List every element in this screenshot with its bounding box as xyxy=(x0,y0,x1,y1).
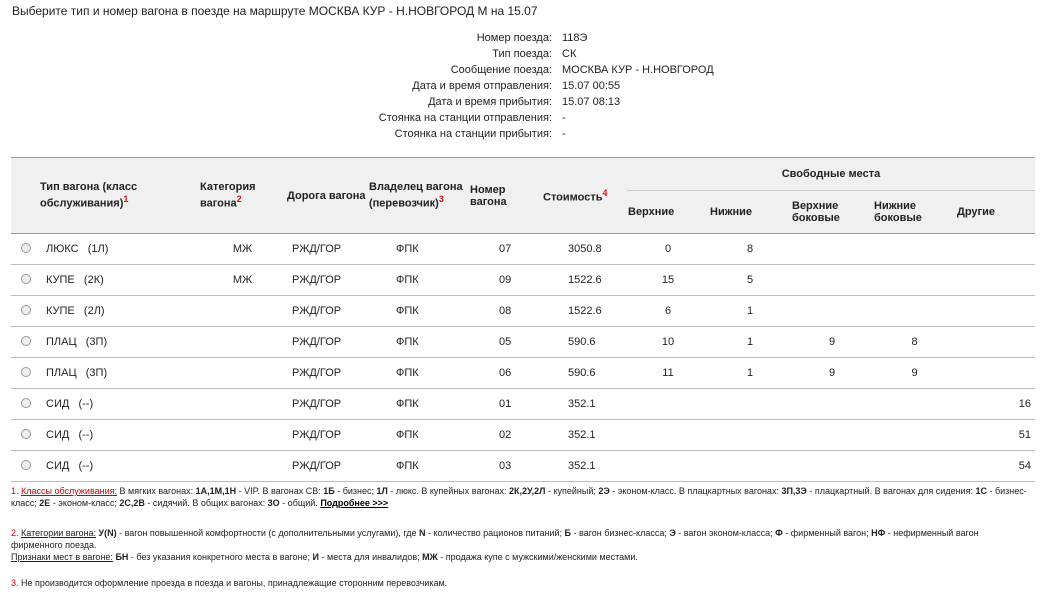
select-wagon-radio[interactable] xyxy=(21,367,31,377)
info-row xyxy=(0,78,1044,94)
cell-lower: 1 xyxy=(709,327,791,358)
info-value: 15.07 00:55 xyxy=(562,80,621,92)
select-wagon-radio[interactable] xyxy=(21,274,31,284)
cell-ls xyxy=(873,451,956,482)
cell-road: РЖД/ГОР xyxy=(286,327,368,358)
cell-num: 07 xyxy=(469,234,542,265)
cell-cat: МЖ xyxy=(199,234,286,265)
cell-num: 06 xyxy=(469,358,542,389)
table-row[interactable] xyxy=(11,420,1035,451)
info-row xyxy=(0,110,1044,126)
info-value: МОСКВА КУР - Н.НОВГОРОД xyxy=(562,64,714,76)
info-row xyxy=(0,30,1044,46)
select-wagon-radio[interactable] xyxy=(21,460,31,470)
cell-owner: ФПК xyxy=(368,327,469,358)
cell-num: 05 xyxy=(469,327,542,358)
table-row[interactable] xyxy=(11,358,1035,389)
info-row xyxy=(0,126,1044,142)
info-label: Стоянка на станции прибытия: xyxy=(394,128,552,140)
cell-num: 09 xyxy=(469,265,542,296)
cell-us xyxy=(791,265,873,296)
cell-type: ЛЮКС (1Л) xyxy=(39,234,199,265)
cell-type: СИД (--) xyxy=(39,451,199,482)
more-link[interactable]: Подробнее >>> xyxy=(320,498,389,508)
cell-road: РЖД/ГОР xyxy=(286,451,368,482)
cell-upper: 11 xyxy=(627,358,709,389)
cell-owner: ФПК xyxy=(368,389,469,420)
cell-owner: ФПК xyxy=(368,265,469,296)
wagon-table xyxy=(11,157,1035,482)
cell-owner: ФПК xyxy=(368,420,469,451)
info-label: Дата и время отправления: xyxy=(412,80,552,92)
cell-upper: 15 xyxy=(627,265,709,296)
cell-type: СИД (--) xyxy=(39,420,199,451)
cell-upper: 6 xyxy=(627,296,709,327)
cell-upper xyxy=(627,451,709,482)
cell-other xyxy=(956,234,1035,265)
cell-cost: 590.6 xyxy=(542,327,627,358)
cell-cat xyxy=(199,296,286,327)
note-1: 1. Классы обслуживания: В мягких вагонах: 1А,1М,1Н - VIP. В вагонах СВ: 1Б - бизнес; 1Л - люкс. В купейных вагонах: 2К,2У,2Л - купейный; 2Э - эконом-класс. В плацкартных вагонах: 3П,3Э - плацкартный. В вагонах для сидения: 1С - бизнес-класс; 2Е - эконом-класс; 2С,2В - сидячий. В общих вагонах: 3О - общий. Подробнее >>> xyxy=(11,486,1027,508)
cell-type: ПЛАЦ (3П) xyxy=(39,358,199,389)
cell-cat xyxy=(199,451,286,482)
cell-other: 51 xyxy=(956,420,1035,451)
train-info xyxy=(0,30,1044,142)
cell-cost: 352.1 xyxy=(542,420,627,451)
table-row[interactable] xyxy=(11,234,1035,265)
cell-cost: 590.6 xyxy=(542,358,627,389)
cell-type: КУПЕ (2Л) xyxy=(39,296,199,327)
cell-road: РЖД/ГОР xyxy=(286,265,368,296)
cell-owner: ФПК xyxy=(368,451,469,482)
cell-cat xyxy=(199,327,286,358)
cell-road: РЖД/ГОР xyxy=(286,358,368,389)
cell-type: ПЛАЦ (3П) xyxy=(39,327,199,358)
cell-us xyxy=(791,420,873,451)
cell-cost: 352.1 xyxy=(542,451,627,482)
cell-road: РЖД/ГОР xyxy=(286,389,368,420)
cell-num: 02 xyxy=(469,420,542,451)
info-label: Номер поезда: xyxy=(476,32,552,44)
cell-other xyxy=(956,358,1035,389)
cell-cat xyxy=(199,389,286,420)
select-wagon-radio[interactable] xyxy=(21,336,31,346)
table-row[interactable] xyxy=(11,296,1035,327)
header-free-seats: Свободные места xyxy=(627,158,1035,191)
cell-lower: 8 xyxy=(709,234,791,265)
header-category: Категория вагона$^2$ xyxy=(199,158,286,234)
info-label: Дата и время прибытия: xyxy=(428,96,552,108)
cell-ls xyxy=(873,234,956,265)
cell-ls: 8 xyxy=(873,327,956,358)
header-cost: Стоимость$^4$ xyxy=(542,158,627,234)
cell-lower: 1 xyxy=(709,296,791,327)
header-number: Номер вагона xyxy=(469,158,542,234)
info-label: Сообщение поезда: xyxy=(450,64,552,76)
cell-us: 9 xyxy=(791,327,873,358)
cell-road: РЖД/ГОР xyxy=(286,420,368,451)
cell-lower xyxy=(709,451,791,482)
cell-type: КУПЕ (2К) xyxy=(39,265,199,296)
header-owner: Владелец вагона (перевозчик)$^3$ xyxy=(368,158,469,234)
header-upper: Верхние xyxy=(627,191,709,234)
cell-owner: ФПК xyxy=(368,234,469,265)
cell-ls xyxy=(873,389,956,420)
cell-cat: МЖ xyxy=(199,265,286,296)
cell-lower: 1 xyxy=(709,358,791,389)
header-lower: Нижние xyxy=(709,191,791,234)
cell-other: 16 xyxy=(956,389,1035,420)
cell-other xyxy=(956,296,1035,327)
note-2: 2. Категории вагона: У(N) - вагон повышенной комфортности (с дополнительными услугами), где N - количество рационов питаний; Б - вагон бизнес-класса; Э - вагон эконом-класса; Ф - фирменный вагон; НФ - нефирменный вагон фирменного поезда. Признаки мест в вагоне: БН - без указания конкретного места в вагоне; И - места для инвалидов; МЖ - продажа купе с мужскими/женскими местами. xyxy=(11,528,979,562)
cell-us xyxy=(791,389,873,420)
table-row[interactable] xyxy=(11,327,1035,358)
cell-owner: ФПК xyxy=(368,358,469,389)
cell-cost: 1522.6 xyxy=(542,265,627,296)
info-row xyxy=(0,94,1044,110)
info-value: 118Э xyxy=(562,32,588,44)
cell-cost: 3050.8 xyxy=(542,234,627,265)
cell-num: 03 xyxy=(469,451,542,482)
select-wagon-radio[interactable] xyxy=(21,243,31,253)
cell-upper: 0 xyxy=(627,234,709,265)
note-3: 3. Не производится оформление проезда в поезда и вагоны, принадлежащие сторонним перевозчикам. xyxy=(11,578,448,588)
header-other: Другие xyxy=(956,191,1035,234)
cell-ls xyxy=(873,296,956,327)
info-value: СК xyxy=(562,48,577,60)
cell-lower xyxy=(709,420,791,451)
select-wagon-radio[interactable] xyxy=(21,305,31,315)
header-type: Тип вагона (класс обслуживания)$^1$ xyxy=(39,158,199,234)
cell-upper xyxy=(627,389,709,420)
cell-lower xyxy=(709,389,791,420)
info-value: - xyxy=(562,112,566,124)
cell-num: 08 xyxy=(469,296,542,327)
header-road: Дорога вагона xyxy=(286,158,368,234)
header-lower-side: Нижние боковые xyxy=(873,191,956,234)
info-value: 15.07 08:13 xyxy=(562,96,621,108)
cell-road: РЖД/ГОР xyxy=(286,296,368,327)
cell-us xyxy=(791,234,873,265)
select-wagon-radio[interactable] xyxy=(21,429,31,439)
header-upper-side: Верхние боковые xyxy=(791,191,873,234)
cell-lower: 5 xyxy=(709,265,791,296)
table-row[interactable] xyxy=(11,389,1035,420)
info-label: Стоянка на станции отправления: xyxy=(378,112,552,124)
cell-road: РЖД/ГОР xyxy=(286,234,368,265)
table-row[interactable] xyxy=(11,451,1035,482)
info-row xyxy=(0,62,1044,78)
info-value: - xyxy=(562,128,566,140)
page-title: Выберите тип и номер вагона в поезде на маршруте МОСКВА КУР - Н.НОВГОРОД М на 15.07 xyxy=(12,4,538,18)
cell-owner: ФПК xyxy=(368,296,469,327)
cell-other: 54 xyxy=(956,451,1035,482)
cell-num: 01 xyxy=(469,389,542,420)
cell-us: 9 xyxy=(791,358,873,389)
info-label: Тип поезда: xyxy=(492,48,552,60)
cell-ls: 9 xyxy=(873,358,956,389)
cell-cost: 352.1 xyxy=(542,389,627,420)
select-wagon-radio[interactable] xyxy=(21,398,31,408)
cell-ls xyxy=(873,420,956,451)
cell-other xyxy=(956,327,1035,358)
cell-us xyxy=(791,296,873,327)
cell-other xyxy=(956,265,1035,296)
cell-cat xyxy=(199,420,286,451)
info-row xyxy=(0,46,1044,62)
table-row[interactable] xyxy=(11,265,1035,296)
cell-upper: 10 xyxy=(627,327,709,358)
cell-us xyxy=(791,451,873,482)
cell-ls xyxy=(873,265,956,296)
cell-type: СИД (--) xyxy=(39,389,199,420)
cell-cost: 1522.6 xyxy=(542,296,627,327)
cell-upper xyxy=(627,420,709,451)
cell-cat xyxy=(199,358,286,389)
